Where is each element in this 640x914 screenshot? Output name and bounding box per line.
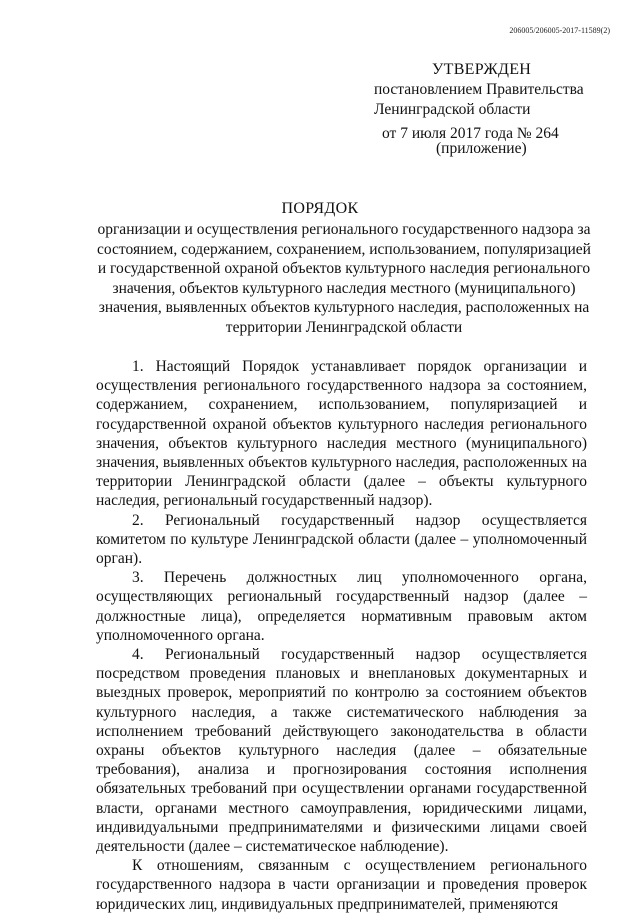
approval-line-1: постановлением Правительства [374, 81, 584, 98]
approval-line-4: (приложение) [436, 140, 527, 157]
document-title: ПОРЯДОК [281, 200, 359, 217]
document-body [96, 357, 587, 914]
paragraph-2: 2. Региональный государственный надзор осуществляется комитетом по культуре Ленинградской области (далее – уполномоченный орган). [96, 511, 587, 568]
paragraph-4: 4. Региональный государственный надзор осуществляется посредством проведения плановых и внеплановых документарных и выездных проверок, мероприятий по контролю за состоянием объектов культурного наследия, а также систематического наблюдения за исполнением требований действующего законодательства в области охраны объектов культурного наследия (далее – обязательные требования), анализа и прогнозирования состояния исполнения обязательных требований при осуществлении органами государственной власти, органами местного самоуправления, юридическими лицами, индивидуальными предпринимателями и физическими лицами своей деятельности (далее – систематическое наблюдение). [96, 646, 587, 856]
paragraph-3: 3. Перечень должностных лиц уполномоченного органа, осуществляющих региональный государственный надзор (далее – должностные лица), определяется нормативным правовым актом уполномоченного органа. [96, 569, 587, 644]
approval-block [374, 60, 614, 156]
document-subtitle: организации и осуществления регионального государственного надзора за состоянием, содержанием, сохранением, использованием, популяризацией и государственной охраной объектов культурного наследия регионального значения, объектов культурного наследия местного (муниципального) значения, выявленных объектов культурного наследия, расположенных на территории Ленинградской области [97, 221, 591, 336]
approval-line-2: Ленинградской области [374, 101, 531, 118]
approval-heading: УТВЕРЖДЕН [432, 61, 532, 78]
paragraph-5: К отношениям, связанным с осуществлением регионального государственного надзора в части организации и проведения проверок юридических лиц, индивидуальных предпринимателей, применяются [96, 857, 587, 913]
document-number: 206005/206005-2017-11589(2) [509, 26, 610, 35]
paragraph-1: 1. Настоящий Порядок устанавливает порядок организации и осуществления регионального государственного надзора за состоянием, содержанием, сохранением, использованием, популяризацией и государственной охраной объектов культурного наследия регионального значения, объектов культурного наследия местного (муниципального) значения, выявленных объектов культурного наследия, расположенных на территории Ленинградской области (далее – объекты культурного наследия, региональный государственный надзор). [96, 358, 587, 510]
approval-line-3: от 7 июля 2017 года № 264 [382, 125, 559, 142]
